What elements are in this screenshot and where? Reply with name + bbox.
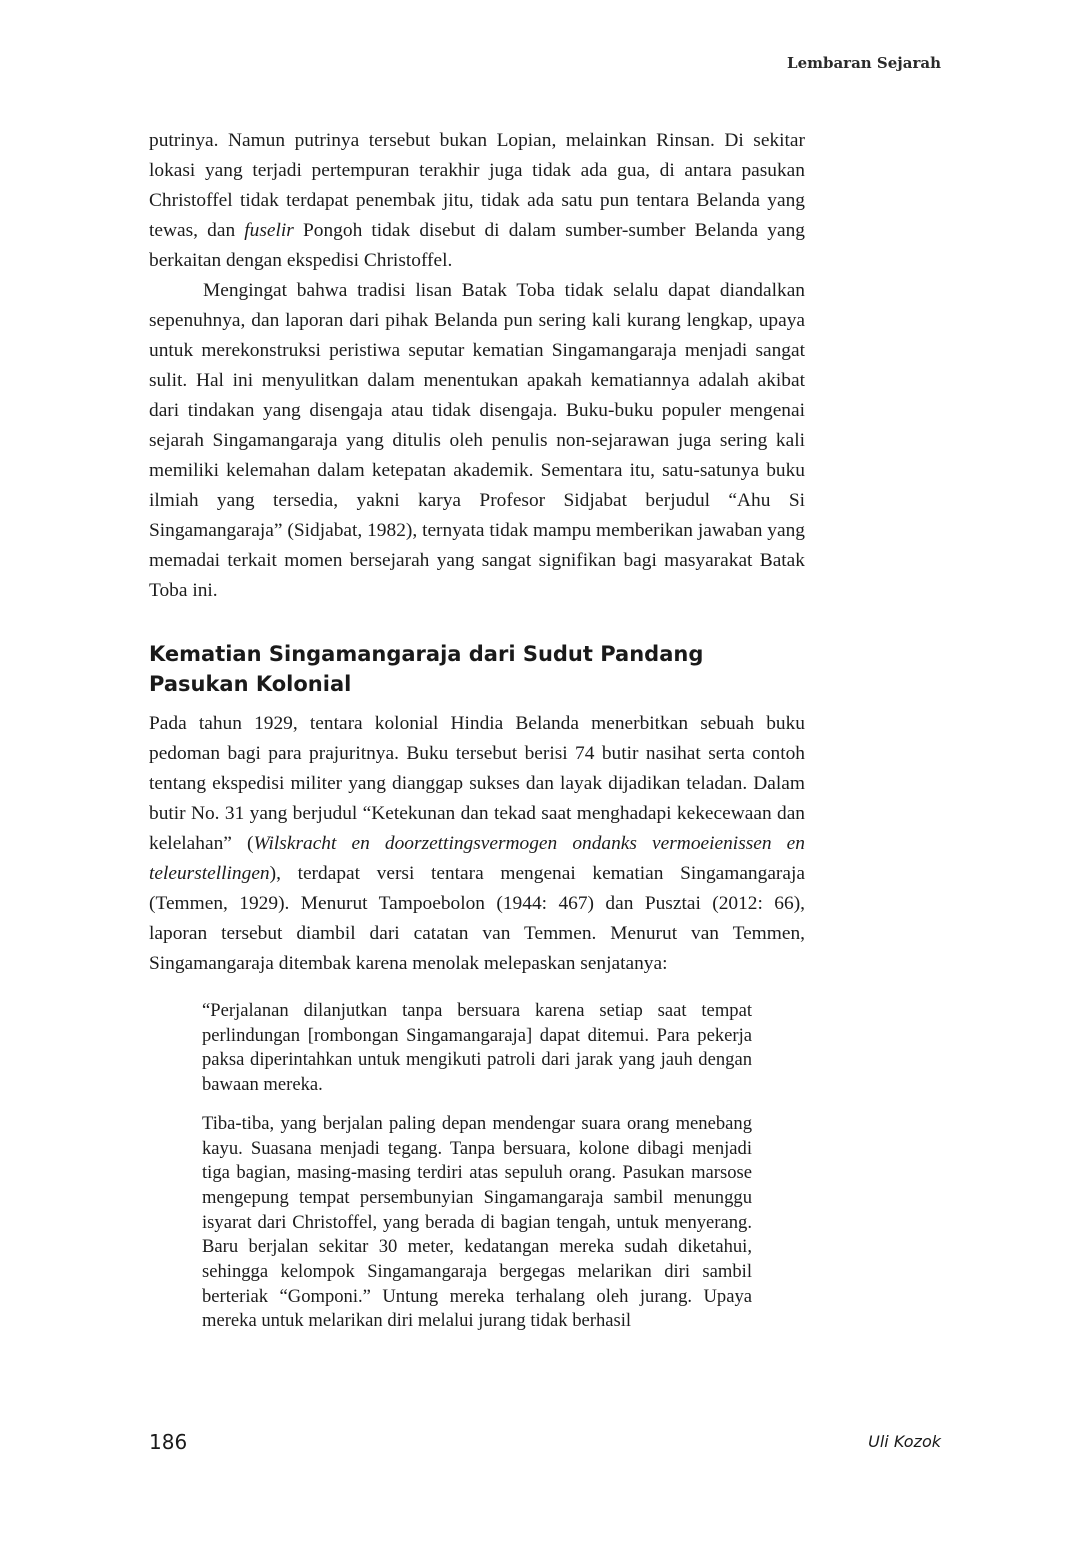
quote-paragraph-2: Tiba-tiba, yang berjalan paling depan mendengar suara orang menebang kayu. Suasana menjadi tegang. Tanpa bersuara, kolone dibagi menjadi tiga bagian, masing-masing terdiri atas sepuluh orang. Pasukan marsose mengepung tempat persembunyian Singamangaraja sambil menunggu isyarat dari Christoffel, yang berada di bagian tengah, untuk menyerang. Baru berjalan sekitar 30 meter, kedatangan mereka sudah diketahui, sehingga kelompok Singamangaraja bergegas melarikan diri sambil berteriak “Gomponi.” Untung mereka terhalang oleh jurang. Upaya mereka untuk melarikan diri melalui jurang tidak berhasil xyxy=(202,1112,752,1332)
paragraph-oral-tradition: Mengingat bahwa tradisi lisan Batak Toba tidak selalu dapat diandalkan sepenuhnya, dan laporan dari pihak Belanda pun sering kali kurang lengkap, upaya untuk merekonstruksi peristiwa seputar kematian Singamangaraja menjadi sangat sulit. Hal ini menyulitkan dalam menentukan apakah kematiannya adalah akibat dari tindakan yang disengaja atau tidak disengaja. Buku-buku populer mengenai sejarah Singamangaraja yang ditulis oleh penulis non-sejarawan juga sering kali memiliki kelemahan dalam ketepatan akademik. Sementara itu, satu-satunya buku ilmiah yang tersedia, yakni karya Profesor Sidjabat berjudul “Ahu Si Singamangaraja” (Sidjabat, 1982), ternyata tidak mampu memberikan jawaban yang memadai terkait momen bersejarah yang sangat signifikan bagi masyarakat Batak Toba ini. xyxy=(149,280,805,601)
section-paragraph xyxy=(149,709,805,979)
italic-dutch-title: Wilskracht en doorzettingsvermogen ondanks vermoeienissen en teleurstellingen xyxy=(149,833,805,884)
text-run: Pada tahun 1929, tentara kolonial Hindia Belanda menerbitkan sebuah buku pedoman bagi para prajuritnya. Buku tersebut berisi 74 butir nasihat serta contoh tentang ekspedisi militer yang dianggap sukses dan layak dijadikan teladan. Dalam butir No. 31 yang berjudul “Ketekunan dan tekad saat menghadapi kekecewaan dan kelelahan” ( xyxy=(149,713,805,854)
page-number: 186 xyxy=(149,1430,188,1454)
continuation-paragraph xyxy=(149,126,805,276)
text-run: Pongoh tidak disebut di dalam sumber-sumber Belanda yang berkaitan dengan ekspedisi Christoffel. xyxy=(149,220,805,271)
text-run: ), terdapat versi tentara mengenai kematian Singamangaraja (Temmen, 1929). Menurut Tampoebolon (1944: 467) dan Pusztai (2012: 66), laporan tersebut diambil dari catatan van Temmen. Menurut van Temmen, Singamangaraja ditembak karena menolak melepaskan senjatanya: xyxy=(149,863,805,974)
running-foot-author: Uli Kozok xyxy=(868,1432,941,1451)
running-head-title: Lembaran Sejarah xyxy=(787,54,941,72)
italic-term-fuselir: fuselir xyxy=(244,220,294,241)
main-text xyxy=(149,126,805,1348)
section-heading: Kematian Singamangaraja dari Sudut Pandang Pasukan Kolonial xyxy=(149,642,704,696)
block-quote xyxy=(202,999,752,1334)
quote-paragraph-1: “Perjalanan dilanjutkan tanpa bersuara karena setiap saat tempat perlindungan [rombongan Singamangaraja] dapat ditemui. Para pekerja paksa diperintahkan untuk mengikuti patroli dari jarak yang jauh dengan bawaan mereka. xyxy=(202,1000,752,1096)
text-run: putrinya. Namun putrinya tersebut bukan Lopian, melainkan Rinsan. Di sekitar lokasi yang terjadi pertempuran terakhir juga tidak ada gua, di antara pasukan Christoffel tidak terdapat penembak jitu, tidak ada satu pun tentara Belanda yang tewas, dan xyxy=(149,130,805,241)
